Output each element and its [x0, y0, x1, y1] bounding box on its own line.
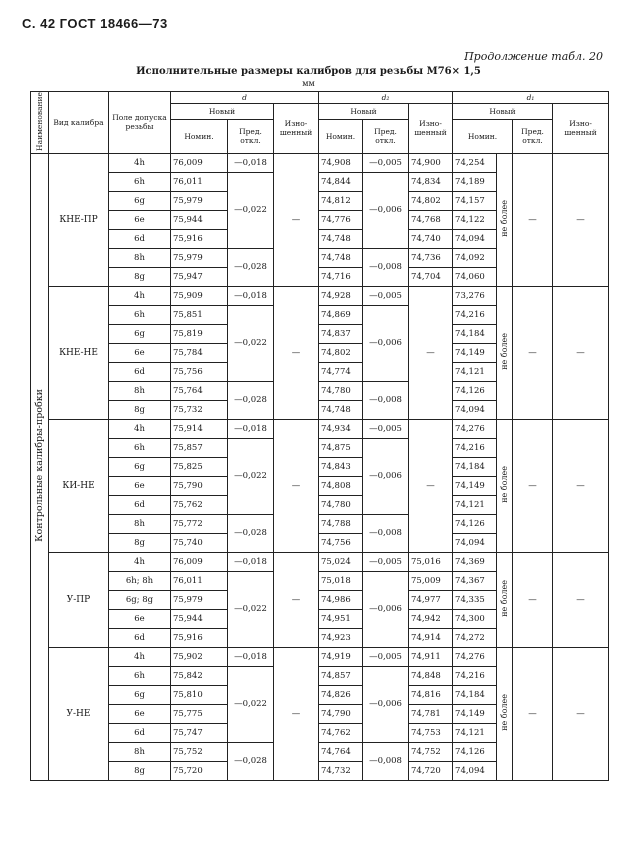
d2-deviation: —0,006 — [363, 571, 409, 647]
not-more-text: не более — [500, 694, 510, 731]
d2-deviation: —0,008 — [363, 742, 409, 780]
d1-worn: — — [553, 419, 609, 552]
d2-worn: 75,009 — [409, 571, 453, 590]
d-nominal: 75,944 — [171, 609, 228, 628]
d-nominal: 75,979 — [171, 191, 228, 210]
d-worn: — — [274, 552, 319, 647]
col-header-d2-worn: Изно-шенный — [409, 104, 453, 154]
tolerance-field: 6d — [109, 628, 171, 647]
d1-not-more — [497, 552, 513, 647]
col-header-d-pred: Пред. откл. — [228, 119, 274, 153]
d-nominal: 76,011 — [171, 172, 228, 191]
tolerance-field: 8g — [109, 533, 171, 552]
d2-deviation: —0,008 — [363, 381, 409, 419]
tolerance-field: 6g — [109, 457, 171, 476]
d2-nominal: 74,748 — [319, 229, 363, 248]
d-deviation: —0,018 — [228, 552, 274, 571]
tolerance-field: 6h — [109, 305, 171, 324]
d1-nominal: 74,157 — [453, 191, 497, 210]
gauge-type: КНЕ-НЕ — [49, 286, 109, 419]
side-label — [31, 153, 49, 780]
table-row — [31, 153, 609, 172]
d-worn: — — [274, 419, 319, 552]
col-header-d1-worn: Изно-шенный — [553, 104, 609, 154]
col-header-d2-nomin: Номин. — [319, 119, 363, 153]
tolerance-field: 6e — [109, 210, 171, 229]
d1-nominal: 74,300 — [453, 609, 497, 628]
d1-deviation: — — [513, 153, 553, 286]
d1-nominal: 74,369 — [453, 552, 497, 571]
d1-worn: — — [553, 552, 609, 647]
d2-deviation: —0,006 — [363, 305, 409, 381]
tolerance-field: 6d — [109, 495, 171, 514]
col-header-d1: d₁ — [453, 92, 609, 104]
d2-worn: 74,768 — [409, 210, 453, 229]
d2-nominal: 74,875 — [319, 438, 363, 457]
table-title: Исполнительные размеры калибров для резьбы М76× 1,5 — [136, 66, 481, 77]
d1-deviation: — — [513, 552, 553, 647]
d2-nominal: 74,732 — [319, 761, 363, 780]
d-nominal: 75,909 — [171, 286, 228, 305]
d2-nominal: 74,802 — [319, 343, 363, 362]
d2-nominal: 74,764 — [319, 742, 363, 761]
d-worn: — — [274, 153, 319, 286]
d2-nominal: 74,869 — [319, 305, 363, 324]
d-nominal: 75,914 — [171, 419, 228, 438]
d2-nominal: 74,934 — [319, 419, 363, 438]
d-deviation: —0,028 — [228, 381, 274, 419]
d1-nominal: 73,276 — [453, 286, 497, 305]
tolerance-field: 6d — [109, 362, 171, 381]
d2-worn: 74,900 — [409, 153, 453, 172]
d2-nominal: 74,756 — [319, 533, 363, 552]
d2-nominal: 74,748 — [319, 248, 363, 267]
table-continuation-note: Продолжение табл. 20 — [464, 50, 603, 63]
d2-nominal: 75,024 — [319, 552, 363, 571]
tolerance-field: 8h — [109, 514, 171, 533]
tolerance-field: 8h — [109, 248, 171, 267]
col-header-d1-pred: Пред. откл. — [513, 119, 553, 153]
not-more-text: не более — [500, 580, 510, 617]
d-deviation: —0,028 — [228, 248, 274, 286]
col-header-d1-nomin: Номин. — [453, 119, 513, 153]
col-header-d2-new: Новый — [319, 104, 409, 120]
d2-deviation: —0,006 — [363, 172, 409, 248]
d-nominal: 75,720 — [171, 761, 228, 780]
tolerance-field: 6e — [109, 704, 171, 723]
d2-worn: 74,752 — [409, 742, 453, 761]
d-nominal: 75,825 — [171, 457, 228, 476]
d2-worn: 74,834 — [409, 172, 453, 191]
tolerance-field: 8g — [109, 267, 171, 286]
col-header-vid: Вид калибра — [49, 92, 109, 154]
d2-worn: 74,816 — [409, 685, 453, 704]
d2-worn: — — [409, 419, 453, 552]
d-nominal: 75,740 — [171, 533, 228, 552]
d-deviation: —0,022 — [228, 305, 274, 381]
d2-nominal: 74,919 — [319, 647, 363, 666]
page-reference: С. 42 ГОСТ 18466—73 — [22, 16, 168, 31]
d-nominal: 76,009 — [171, 552, 228, 571]
tolerance-field: 6h — [109, 438, 171, 457]
d1-nominal: 74,126 — [453, 514, 497, 533]
d1-nominal: 74,122 — [453, 210, 497, 229]
d-nominal: 75,902 — [171, 647, 228, 666]
tolerance-field: 4h — [109, 419, 171, 438]
d1-nominal: 74,216 — [453, 305, 497, 324]
tolerance-field: 6g — [109, 685, 171, 704]
d-deviation: —0,018 — [228, 647, 274, 666]
col-header-d-nomin: Номин. — [171, 119, 228, 153]
d-deviation: —0,018 — [228, 286, 274, 305]
tolerance-field: 8h — [109, 742, 171, 761]
col-header-d-new: Новый — [171, 104, 274, 120]
d2-deviation: —0,006 — [363, 438, 409, 514]
d1-nominal: 74,189 — [453, 172, 497, 191]
d2-deviation: —0,005 — [363, 419, 409, 438]
tolerance-field: 6g — [109, 191, 171, 210]
d1-nominal: 74,094 — [453, 533, 497, 552]
table-units: мм — [302, 79, 315, 88]
d2-deviation: —0,005 — [363, 153, 409, 172]
d-nominal: 75,790 — [171, 476, 228, 495]
d2-worn: 74,740 — [409, 229, 453, 248]
d2-worn: — — [409, 286, 453, 419]
d1-nominal: 74,121 — [453, 723, 497, 742]
d1-nominal: 74,184 — [453, 457, 497, 476]
d2-deviation: —0,008 — [363, 248, 409, 286]
d1-worn: — — [553, 647, 609, 780]
gauge-type: У-НЕ — [49, 647, 109, 780]
d2-nominal: 74,923 — [319, 628, 363, 647]
gauge-type: КНЕ-ПР — [49, 153, 109, 286]
d2-nominal: 74,748 — [319, 400, 363, 419]
d-nominal: 75,764 — [171, 381, 228, 400]
d-nominal: 75,810 — [171, 685, 228, 704]
d1-nominal: 74,121 — [453, 495, 497, 514]
tolerance-field: 6h; 8h — [109, 571, 171, 590]
d2-nominal: 74,908 — [319, 153, 363, 172]
d-nominal: 75,857 — [171, 438, 228, 457]
d-nominal: 75,747 — [171, 723, 228, 742]
d-deviation: —0,022 — [228, 666, 274, 742]
d1-deviation: — — [513, 647, 553, 780]
d2-nominal: 74,790 — [319, 704, 363, 723]
tolerance-field: 6e — [109, 609, 171, 628]
d2-nominal: 74,780 — [319, 381, 363, 400]
col-header-naimenovanie: Наименование — [31, 92, 49, 154]
d2-worn: 74,802 — [409, 191, 453, 210]
d-deviation: —0,018 — [228, 419, 274, 438]
d-deviation: —0,022 — [228, 172, 274, 248]
side-label-text: Контрольные калибры-пробки — [34, 389, 45, 542]
d1-nominal: 74,216 — [453, 666, 497, 685]
d-deviation: —0,022 — [228, 438, 274, 514]
tolerance-field: 6d — [109, 723, 171, 742]
d1-nominal: 74,149 — [453, 704, 497, 723]
not-more-text: не более — [500, 466, 510, 503]
d-nominal: 75,784 — [171, 343, 228, 362]
d1-deviation: — — [513, 419, 553, 552]
d2-nominal: 74,986 — [319, 590, 363, 609]
d1-nominal: 74,126 — [453, 742, 497, 761]
d1-nominal: 74,254 — [453, 153, 497, 172]
d2-worn: 74,914 — [409, 628, 453, 647]
tolerance-field: 6h — [109, 666, 171, 685]
d2-deviation: —0,005 — [363, 286, 409, 305]
d1-not-more — [497, 647, 513, 780]
not-more-text: не более — [500, 200, 510, 237]
d2-worn: 74,848 — [409, 666, 453, 685]
d-nominal: 76,009 — [171, 153, 228, 172]
d2-worn: 74,753 — [409, 723, 453, 742]
col-header-d1-new: Новый — [453, 104, 553, 120]
tolerance-field: 6g; 8g — [109, 590, 171, 609]
tolerance-field: 8g — [109, 400, 171, 419]
gauge-type: У-ПР — [49, 552, 109, 647]
not-more-text: не более — [500, 333, 510, 370]
d2-nominal: 74,812 — [319, 191, 363, 210]
tolerance-field: 8h — [109, 381, 171, 400]
d1-nominal: 74,092 — [453, 248, 497, 267]
col-header-pole: Поле допуска резьбы — [109, 92, 171, 154]
d1-nominal: 74,276 — [453, 419, 497, 438]
d-nominal: 75,732 — [171, 400, 228, 419]
d1-nominal: 74,149 — [453, 476, 497, 495]
d1-nominal: 74,094 — [453, 761, 497, 780]
d2-nominal: 74,716 — [319, 267, 363, 286]
d-deviation: —0,028 — [228, 514, 274, 552]
tolerance-field: 4h — [109, 153, 171, 172]
d2-nominal: 74,780 — [319, 495, 363, 514]
gauge-type: КИ-НЕ — [49, 419, 109, 552]
d2-worn: 74,942 — [409, 609, 453, 628]
d-nominal: 75,775 — [171, 704, 228, 723]
d1-nominal: 74,126 — [453, 381, 497, 400]
d1-nominal: 74,184 — [453, 324, 497, 343]
d1-worn: — — [553, 153, 609, 286]
tolerance-field: 6d — [109, 229, 171, 248]
tolerance-field: 6e — [109, 343, 171, 362]
d1-nominal: 74,094 — [453, 400, 497, 419]
d-deviation: —0,028 — [228, 742, 274, 780]
d2-nominal: 74,928 — [319, 286, 363, 305]
tolerance-field: 6h — [109, 172, 171, 191]
d2-deviation: —0,006 — [363, 666, 409, 742]
d1-nominal: 74,094 — [453, 229, 497, 248]
col-header-d2: d₂ — [319, 92, 453, 104]
d2-deviation: —0,005 — [363, 647, 409, 666]
table-row — [31, 419, 609, 438]
d1-nominal: 74,216 — [453, 438, 497, 457]
d2-nominal: 74,808 — [319, 476, 363, 495]
d1-not-more — [497, 419, 513, 552]
d1-nominal: 74,184 — [453, 685, 497, 704]
d1-nominal: 74,060 — [453, 267, 497, 286]
d-nominal: 76,011 — [171, 571, 228, 590]
d-nominal: 75,752 — [171, 742, 228, 761]
d-nominal: 75,916 — [171, 628, 228, 647]
d1-nominal: 74,272 — [453, 628, 497, 647]
gauge-dimensions-table — [30, 91, 609, 781]
tolerance-field: 8g — [109, 761, 171, 780]
d2-nominal: 74,762 — [319, 723, 363, 742]
d2-worn: 74,704 — [409, 267, 453, 286]
col-header-d-worn: Изно-шенный — [274, 104, 319, 154]
d-nominal: 75,979 — [171, 590, 228, 609]
tolerance-field: 6g — [109, 324, 171, 343]
d-nominal: 75,851 — [171, 305, 228, 324]
d2-nominal: 74,788 — [319, 514, 363, 533]
d-nominal: 75,947 — [171, 267, 228, 286]
tolerance-field: 4h — [109, 286, 171, 305]
d-worn: — — [274, 647, 319, 780]
d2-nominal: 75,018 — [319, 571, 363, 590]
d2-nominal: 74,826 — [319, 685, 363, 704]
col-header-d: d — [171, 92, 319, 104]
d-nominal: 75,819 — [171, 324, 228, 343]
d-nominal: 75,979 — [171, 248, 228, 267]
d1-nominal: 74,276 — [453, 647, 497, 666]
d1-nominal: 74,367 — [453, 571, 497, 590]
d2-nominal: 74,951 — [319, 609, 363, 628]
d2-worn: 74,720 — [409, 761, 453, 780]
col-header-d2-pred: Пред. откл. — [363, 119, 409, 153]
d1-deviation: — — [513, 286, 553, 419]
d-nominal: 75,756 — [171, 362, 228, 381]
d1-not-more — [497, 153, 513, 286]
d2-worn: 75,016 — [409, 552, 453, 571]
d-deviation: —0,018 — [228, 153, 274, 172]
table-row — [31, 286, 609, 305]
tolerance-field: 6e — [109, 476, 171, 495]
d-worn: — — [274, 286, 319, 419]
d-nominal: 75,944 — [171, 210, 228, 229]
d1-worn: — — [553, 286, 609, 419]
d2-nominal: 74,843 — [319, 457, 363, 476]
d2-deviation: —0,005 — [363, 552, 409, 571]
d2-worn: 74,781 — [409, 704, 453, 723]
d-nominal: 75,762 — [171, 495, 228, 514]
d-nominal: 75,916 — [171, 229, 228, 248]
d2-nominal: 74,837 — [319, 324, 363, 343]
tolerance-field: 4h — [109, 647, 171, 666]
table-row — [31, 552, 609, 571]
d2-nominal: 74,857 — [319, 666, 363, 685]
d1-not-more — [497, 286, 513, 419]
d1-nominal: 74,149 — [453, 343, 497, 362]
d2-worn: 74,911 — [409, 647, 453, 666]
d-nominal: 75,842 — [171, 666, 228, 685]
d2-nominal: 74,844 — [319, 172, 363, 191]
d2-deviation: —0,008 — [363, 514, 409, 552]
d1-nominal: 74,335 — [453, 590, 497, 609]
table-row — [31, 647, 609, 666]
d2-nominal: 74,776 — [319, 210, 363, 229]
tolerance-field: 4h — [109, 552, 171, 571]
d2-nominal: 74,774 — [319, 362, 363, 381]
d1-nominal: 74,121 — [453, 362, 497, 381]
d2-worn: 74,736 — [409, 248, 453, 267]
d-deviation: —0,022 — [228, 571, 274, 647]
d2-worn: 74,977 — [409, 590, 453, 609]
d-nominal: 75,772 — [171, 514, 228, 533]
